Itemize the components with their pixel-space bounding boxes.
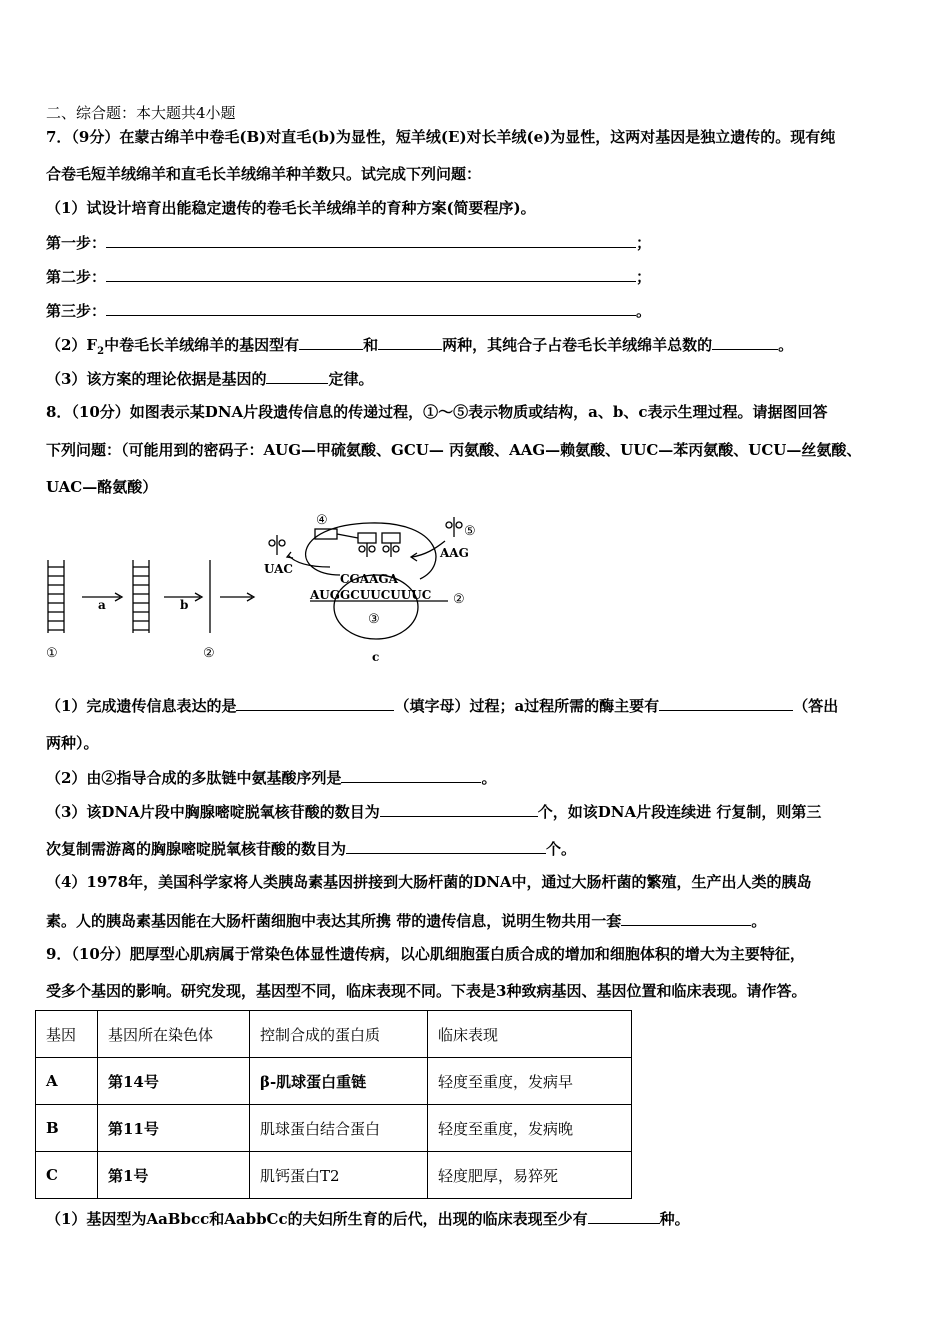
table-header-cell: 控制合成的蛋白质: [250, 1011, 428, 1058]
q7-line1: 7．（9分）在蒙古绵羊中卷毛(B)对直毛(b)为显性，短羊绒(E)对长羊绒(e)为显性，这两对基因是独立遗传的。现有纯: [46, 128, 836, 146]
label-circle-2: ②: [203, 646, 215, 661]
label-a: a: [98, 598, 106, 612]
q7-part3: （3）该方案的理论依据是基因的 定律。: [46, 370, 374, 388]
table-cell: 轻度肥厚，易猝死: [428, 1152, 632, 1199]
answer-blank[interactable]: [236, 695, 394, 711]
table-cell: β-肌球蛋白重链: [250, 1058, 428, 1105]
q7-part2: $(2)F_2$中卷毛长羊绒绵羊的基因型有 和 两种，其纯合子占卷毛长羊绒绵羊总数的 。: [46, 336, 794, 357]
q8-part4-cont: 素。人的胰岛素基因能在大肠杆菌细胞中表达其所携 带的遗传信息，说明生物共用一套 。: [46, 912, 767, 930]
gene-table: [35, 1010, 632, 1199]
label-circle-3: ③: [368, 612, 380, 627]
answer-blank[interactable]: [712, 334, 778, 350]
q8-part1: （1）完成遗传信息表达的是 （填字母）过程；a过程所需的酶主要有 （答出: [46, 697, 839, 715]
label-circle-2-mrna: ②: [453, 592, 465, 607]
table-cell: 轻度至重度，发病早: [428, 1058, 632, 1105]
gene-expression-diagram: [40, 505, 480, 665]
table-header-cell: 基因: [36, 1011, 98, 1058]
table-cell: 第1号: [98, 1152, 250, 1199]
answer-blank[interactable]: [341, 767, 481, 783]
answer-blank[interactable]: [106, 300, 636, 316]
table-cell: 肌钙蛋白T2: [250, 1152, 428, 1199]
section-title: 二、综合题：本大题共4小题: [46, 104, 236, 122]
q8-part3-cont: 次复制需游离的胸腺嘧啶脱氧核苷酸的数目为 个。: [46, 840, 577, 858]
answer-blank[interactable]: [380, 801, 538, 817]
label-cgaaga: CGAAGA: [340, 572, 398, 586]
table-cell: C: [36, 1152, 98, 1199]
label-c: c: [372, 650, 380, 664]
q9-line2: 受多个基因的影响。研究发现，基因型不同，临床表现不同。下表是3种致病基因、基因位置和临床表现。请作答。: [46, 982, 807, 1000]
label-circle-4: ④: [316, 513, 328, 528]
label-circle-1: ①: [46, 646, 58, 661]
table-cell: B: [36, 1105, 98, 1152]
label-aag: AAG: [440, 546, 469, 560]
q7-step1: 第一步： ；: [46, 234, 652, 252]
table-cell: 第11号: [98, 1105, 250, 1152]
answer-blank[interactable]: [106, 266, 636, 282]
table-header-cell: 基因所在染色体: [98, 1011, 250, 1058]
q7-step2: 第二步： ；: [46, 268, 652, 286]
table-cell: 肌球蛋白结合蛋白: [250, 1105, 428, 1152]
label-mrna: AUGGCUUCUUUC: [310, 588, 432, 602]
table-cell: 轻度至重度，发病晚: [428, 1105, 632, 1152]
table-row: [36, 1058, 632, 1105]
label-circle-5: ⑤: [464, 524, 476, 539]
q8-part3: （3）该DNA片段中胸腺嘧啶脱氧核苷酸的数目为 个，如该DNA片段连续进 行复制，则第三: [46, 803, 822, 821]
table-row: [36, 1152, 632, 1199]
q7-part1: （1）试设计培育出能稳定遗传的卷毛长羊绒绵羊的育种方案(简要程序)。: [46, 199, 536, 217]
label-uac: UAC: [264, 562, 293, 576]
answer-blank[interactable]: [299, 334, 363, 350]
answer-blank[interactable]: [588, 1208, 660, 1224]
answer-blank[interactable]: [621, 910, 751, 926]
answer-blank[interactable]: [106, 232, 636, 248]
q9-part1: （1）基因型为AaBbcc和AabbCc的夫妇所生育的后代，出现的临床表现至少有 种。: [46, 1210, 690, 1228]
q9-line1: 9．（10分）肥厚型心肌病属于常染色体显性遗传病，以心肌细胞蛋白质合成的增加和细胞体积的增大为主要特征，: [46, 945, 805, 963]
table-cell: A: [36, 1058, 98, 1105]
q7-step3: 第三步： 。: [46, 302, 652, 320]
label-b: b: [180, 598, 189, 612]
answer-blank[interactable]: [378, 334, 442, 350]
dna-ladder-1: [48, 560, 64, 633]
q8-part4: （4）1978年，美国科学家将人类胰岛素基因拼接到大肠杆菌的DNA中，通过大肠杆菌的繁殖，生产出人类的胰岛: [46, 873, 812, 891]
table-row: [36, 1105, 632, 1152]
q7-line2: 合卷毛短羊绒绵羊和直毛长羊绒绵羊种羊数只。试完成下列问题：: [46, 165, 482, 183]
table-header-cell: 临床表现: [428, 1011, 632, 1058]
q8-line3: UAC—酪氨酸）: [46, 478, 158, 496]
q8-line2: 下列问题：（可能用到的密码子：AUG—甲硫氨酸、GCU— 丙氨酸、AAG—赖氨酸、UUC—苯丙氨酸、UCU—丝氨酸、: [46, 441, 862, 459]
q8-line1: 8．（10分）如图表示某DNA片段遗传信息的传递过程，①～⑤表示物质或结构，a、b、c表示生理过程。请据图回答: [46, 403, 828, 421]
answer-blank[interactable]: [659, 695, 793, 711]
dna-ladder-2: [133, 560, 149, 633]
table-header-row: [36, 1011, 632, 1058]
q8-part1-cont: 两种）。: [46, 734, 99, 752]
table-cell: 第14号: [98, 1058, 250, 1105]
q8-part2: （2）由②指导合成的多肽链中氨基酸序列是 。: [46, 769, 497, 787]
answer-blank[interactable]: [266, 368, 328, 384]
answer-blank[interactable]: [346, 838, 546, 854]
